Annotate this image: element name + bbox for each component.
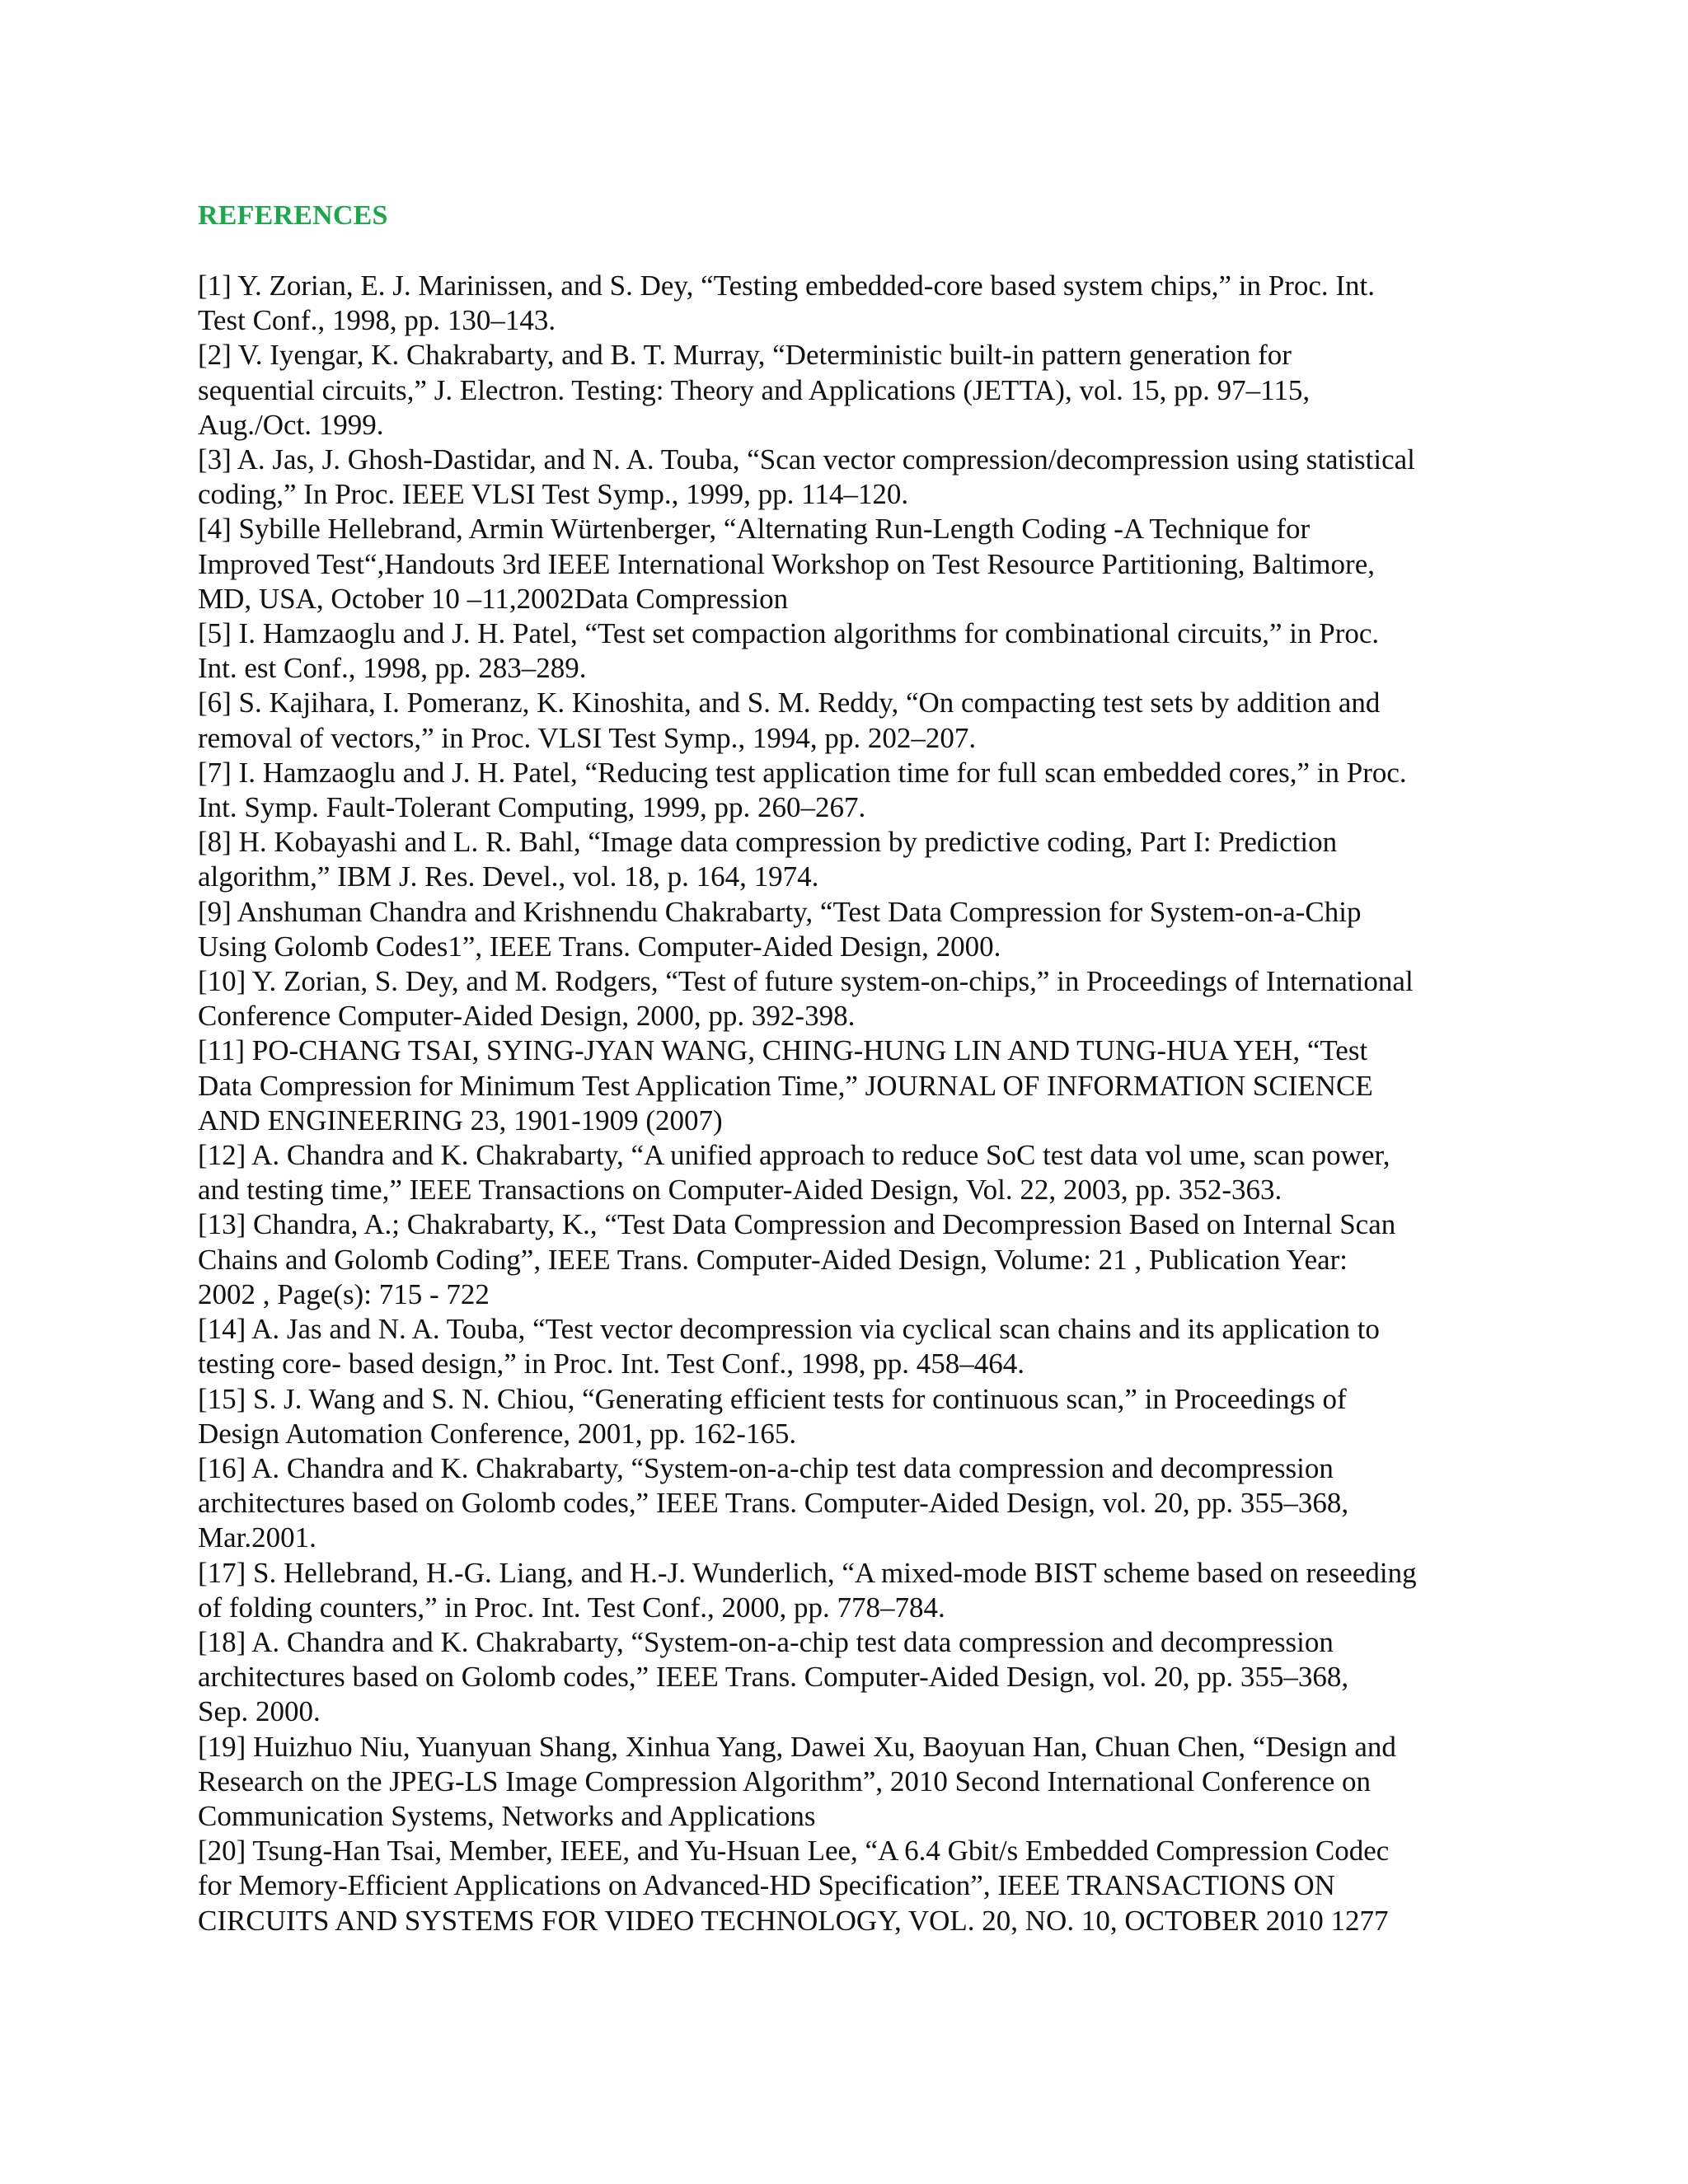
references-section: [198, 196, 1492, 1938]
reference-item-14: [14] A. Jas and N. A. Touba, “Test vector decompression via cyclical scan chains and its application to testing core- based design,” in Proc. Int. Test Conf., 1998, pp. 458–464.: [198, 1313, 1380, 1380]
reference-item-1: [1] Y. Zorian, E. J. Marinissen, and S. Dey, “Testing embedded-core based system chips,” in Proc. Int. Test Conf., 1998, pp. 130–143.: [198, 269, 1376, 337]
reference-item-18: [18] A. Chandra and K. Chakrabarty, “System-on-a-chip test data compression and decompression architectures based on Golomb codes,” IEEE Trans. Computer-Aided Design, vol. 20, pp. 355–368, Sep. 2000.: [198, 1625, 1349, 1728]
reference-item-6: [6] S. Kajihara, I. Pomeranz, K. Kinoshita, and S. M. Reddy, “On compacting test sets by addition and removal of vectors,” in Proc. VLSI Test Symp., 1994, pp. 202–207.: [198, 687, 1381, 754]
reference-item-19: [19] Huizhuo Niu, Yuanyuan Shang, Xinhua Yang, Dawei Xu, Baoyuan Han, Chuan Chen, “Design and Research on the JPEG-LS Image Compression Algorithm”, 2010 Second International Conference on Communication Systems, Networks and Applications: [198, 1730, 1396, 1832]
reference-item-3: [3] A. Jas, J. Ghosh-Dastidar, and N. A. Touba, “Scan vector compression/decompression using statistical coding,” In Proc. IEEE VLSI Test Symp., 1999, pp. 114–120.: [198, 443, 1415, 511]
reference-item-16: [16] A. Chandra and K. Chakrabarty, “System-on-a-chip test data compression and decompression architectures based on Golomb codes,” IEEE Trans. Computer-Aided Design, vol. 20, pp. 355–368, Mar.2001.: [198, 1451, 1349, 1554]
reference-item-4: [4] Sybille Hellebrand, Armin Würtenberger, “Alternating Run-Length Coding -A Technique for Improved Test“,Handouts 3rd IEEE International Workshop on Test Resource Partitioning, Baltimore, MD, USA, October 10 –11,2002Data Compression: [198, 513, 1375, 615]
reference-item-10: [10] Y. Zorian, S. Dey, and M. Rodgers, “Test of future system-on-chips,” in Proceedings of International Conference Computer-Aided Design, 2000, pp. 392-398.: [198, 965, 1414, 1033]
reference-item-7: [7] I. Hamzaoglu and J. H. Patel, “Reducing test application time for full scan embedded cores,” in Proc. Int. Symp. Fault-Tolerant Computing, 1999, pp. 260–267.: [198, 756, 1407, 824]
reference-item-20: [20] Tsung-Han Tsai, Member, IEEE, and Yu-Hsuan Lee, “A 6.4 Gbit/s Embedded Compression Codec for Memory-Efficient Applications on Advanced-HD Specification”, IEEE TRANSACTIONS ON CIRCUITS AND SYSTEMS FOR VIDEO TECHNOLOGY, VOL. 20, NO. 10, OCTOBER 2010 1277: [198, 1835, 1390, 1937]
reference-item-17: [17] S. Hellebrand, H.-G. Liang, and H.-J. Wunderlich, “A mixed-mode BIST scheme based on reseeding of folding counters,” in Proc. Int. Test Conf., 2000, pp. 778–784.: [198, 1556, 1417, 1624]
references-heading: REFERENCES: [198, 200, 388, 231]
reference-item-11: [11] PO-CHANG TSAI, SYING-JYAN WANG, CHING-HUNG LIN AND TUNG-HUA YEH, “Test Data Compression for Minimum Test Application Time,” JOURNAL OF INFORMATION SCIENCE AND ENGINEERING 23, 1901-1909 (2007): [198, 1034, 1373, 1137]
reference-item-15: [15] S. J. Wang and S. N. Chiou, “Generating efficient tests for continuous scan,” in Proceedings of Design Automation Conference, 2001, pp. 162-165.: [198, 1382, 1347, 1450]
reference-item-12: [12] A. Chandra and K. Chakrabarty, “A unified approach to reduce SoC test data vol ume, scan power, and testing time,” IEEE Transactions on Computer-Aided Design, Vol. 22, 2003, pp. 352-363.: [198, 1139, 1390, 1207]
reference-list: [198, 269, 1492, 1938]
reference-item-8: [8] H. Kobayashi and L. R. Bahl, “Image data compression by predictive coding, Part I: Prediction algorithm,” IBM J. Res. Devel., vol. 18, p. 164, 1974.: [198, 826, 1338, 893]
reference-item-13: [13] Chandra, A.; Chakrabarty, K., “Test Data Compression and Decompression Based on Internal Scan Chains and Golomb Coding”, IEEE Trans. Computer-Aided Design, Volume: 21 , Publication Year: 2002 , Page(s): 715 - 722: [198, 1208, 1396, 1310]
reference-item-9: [9] Anshuman Chandra and Krishnendu Chakrabarty, “Test Data Compression for System-on-a-Chip Using Golomb Codes1”, IEEE Trans. Computer-Aided Design, 2000.: [198, 895, 1362, 963]
reference-item-2: [2] V. Iyengar, K. Chakrabarty, and B. T. Murray, “Deterministic built-in pattern generation for sequential circuits,” J. Electron. Testing: Theory and Applications (JETTA), vol. 15, pp. 97–115, Aug./Oct. 1999.: [198, 339, 1311, 441]
reference-item-5: [5] I. Hamzaoglu and J. H. Patel, “Test set compaction algorithms for combinational circuits,” in Proc. Int. est Conf., 1998, pp. 283–289.: [198, 617, 1380, 685]
